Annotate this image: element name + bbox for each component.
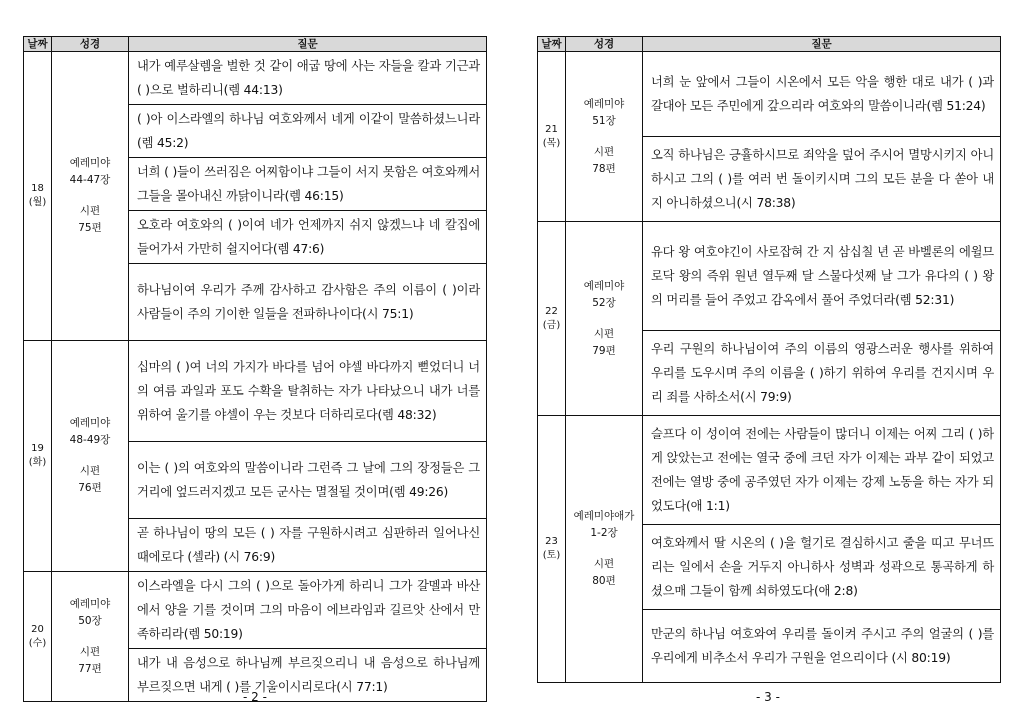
book-cell	[566, 222, 643, 416]
question-cell: 여호와께서 딸 시온의 ( )을 헐기로 결심하시고 줄을 띠고 무너뜨리는 일에서 손을 거두지 아니하사 성벽과 성곽으로 통곡하게 하셨으매 그들이 함께 쇠하였도다(애 2:8)	[643, 525, 1001, 610]
book-cell	[52, 572, 129, 702]
weekday: (수)	[28, 637, 47, 649]
psalm-chapter: 75편	[78, 222, 102, 234]
question-cell: 만군의 하나님 여호와여 우리를 돌이켜 주시고 주의 얼굴의 ( )를 우리에게 비추소서 우리가 구원을 얻으리이다 (시 80:19)	[643, 610, 1001, 683]
question-cell: 내가 내 음성으로 하나님께 부르짖으리니 내 음성으로 하나님께 부르짖으면 내게 ( )를 기울이시리로다(시 77:1)	[129, 649, 487, 702]
date-cell	[538, 416, 566, 683]
book-chapters: 52장	[592, 296, 616, 309]
question-cell: 우리 구원의 하나님이여 주의 이름의 영광스러운 행사를 위하여 우리를 도우시며 주의 이름을 ( )하기 위하여 우리를 건지시며 우리 죄를 사하소서(시 79:9)	[643, 331, 1001, 416]
psalm-name: 시편	[593, 327, 615, 340]
book-name: 예레미야애가	[573, 510, 635, 522]
question-cell: 내가 예루살렘을 벌한 것 같이 애굽 땅에 사는 자들을 칼과 기근과 ( )으로 벌하리니(렘 44:13)	[129, 52, 487, 105]
date-cell	[24, 52, 52, 341]
book-chapters: 44-47장	[69, 174, 111, 186]
left-page	[23, 36, 487, 702]
weekday: (금)	[542, 319, 561, 331]
day-row	[538, 416, 1001, 525]
question-cell: 너희 ( )들이 쓰러짐은 어찌함이냐 그들이 서지 못함은 여호와께서 그들을 몰아내신 까닭이니라(렘 46:15)	[129, 158, 487, 211]
book-cell	[52, 341, 129, 572]
question-cell: 슬프다 이 성이여 전에는 사람들이 많더니 이제는 어찌 그리 ( )하게 앉았는고 전에는 열국 중에 크던 자가 이제는 과부 같이 되었고 전에는 열방 중에 공주였던 자가 이제는 강제 노동을 하는 자가 되었도다(애 1:1)	[643, 416, 1001, 525]
book-name: 예레미야	[583, 279, 625, 292]
reading-table-right	[537, 36, 1001, 683]
book-name: 예레미야	[69, 417, 111, 429]
question-cell: 이는 ( )의 여호와의 말씀이니라 그런즉 그 날에 그의 장정들은 그 거리에 엎드러지겠고 모든 군사는 멸절될 것이며(렘 49:26)	[129, 442, 487, 519]
book-chapters: 48-49장	[69, 434, 111, 446]
book-chapters: 1-2장	[590, 527, 618, 539]
psalm-name: 시편	[79, 465, 101, 477]
weekday: (월)	[28, 197, 47, 208]
weekday: (토)	[542, 550, 561, 561]
psalm-chapter: 80편	[592, 575, 616, 587]
book-name: 예레미야	[69, 597, 111, 610]
weekday: (화)	[28, 457, 47, 468]
book-cell	[566, 416, 643, 683]
question-cell: 십마의 ( )여 너의 가지가 바다를 넘어 야셀 바다까지 뻗었더니 너의 여름 과일과 포도 수확을 탈취하는 자가 나타났으니 내가 너를 위하여 울기를 야셀이 우는 것보다 더하리로다(렘 48:32)	[129, 341, 487, 442]
right-page	[537, 36, 1001, 683]
psalm-name: 시편	[593, 145, 615, 158]
question-cell: 이스라엘을 다시 그의 ( )으로 돌아가게 하리니 그가 갈멜과 바산에서 양을 기를 것이며 그의 마음이 에브라임과 길르앗 산에서 만족하리라(렘 50:19)	[129, 572, 487, 649]
header-row	[538, 37, 1001, 52]
weekday: (목)	[542, 137, 561, 149]
book-cell	[566, 52, 643, 222]
question-cell: 오호라 여호와의 ( )이여 네가 언제까지 쉬지 않겠느냐 네 칼집에 들어가서 가만히 쉴지어다(렘 47:6)	[129, 211, 487, 264]
question-cell: 곧 하나님이 땅의 모든 ( ) 자를 구원하시려고 심판하러 일어나신 때에로다 (셀라) (시 76:9)	[129, 519, 487, 572]
book-cell	[52, 52, 129, 341]
book-chapters: 50장	[78, 614, 102, 627]
psalm-chapter: 78편	[592, 162, 616, 175]
header-date: 날짜	[538, 37, 566, 52]
book-name: 예레미야	[69, 157, 111, 169]
date-number: 22	[545, 305, 558, 317]
day-row	[538, 222, 1001, 331]
header-bible: 성경	[52, 37, 129, 52]
header-row	[24, 37, 487, 52]
date-number: 19	[31, 443, 44, 454]
question-cell: 하나님이여 우리가 주께 감사하고 감사함은 주의 이름이 ( )이라 사람들이 주의 기이한 일들을 전파하나이다(시 75:1)	[129, 264, 487, 341]
date-cell	[24, 341, 52, 572]
book-name: 예레미야	[583, 97, 625, 110]
psalm-chapter: 77편	[78, 662, 102, 675]
reading-table-left	[23, 36, 487, 702]
question-cell: ( )아 이스라엘의 하나님 여호와께서 네게 이같이 말씀하셨느니라(렘 45:2)	[129, 105, 487, 158]
header-question: 질문	[129, 37, 487, 52]
psalm-name: 시편	[79, 205, 101, 217]
question-cell: 유다 왕 여호야긴이 사로잡혀 간 지 삼십칠 년 곧 바벨론의 에윌므로닥 왕의 즉위 원년 열두째 달 스물다섯째 날 그가 유다의 ( ) 왕의 머리를 들어 주었고 감옥에서 풀어 주었더라(렘 52:31)	[643, 222, 1001, 331]
day-row	[538, 52, 1001, 137]
question-cell: 오직 하나님은 긍휼하시므로 죄악을 덮어 주시어 멸망시키지 아니하시고 그의 ( )를 여러 번 돌이키시며 그의 모든 분을 다 쏟아 내지 아니하셨으니(시 78:38)	[643, 137, 1001, 222]
psalm-chapter: 79편	[592, 344, 616, 357]
psalm-name: 시편	[593, 558, 615, 570]
date-number: 21	[545, 123, 558, 135]
psalm-name: 시편	[79, 645, 101, 658]
question-cell: 너희 눈 앞에서 그들이 시온에서 모든 악을 행한 대로 내가 ( )과 갈대아 모든 주민에게 갚으리라 여호와의 말씀이니라(렘 51:24)	[643, 52, 1001, 137]
page-number-left: - 2 -	[243, 690, 267, 704]
header-question: 질문	[643, 37, 1001, 52]
date-number: 18	[31, 183, 44, 194]
page-number-right: - 3 -	[756, 690, 780, 704]
book-chapters: 51장	[592, 114, 616, 127]
date-cell	[538, 222, 566, 416]
date-number: 20	[31, 623, 44, 635]
header-bible: 성경	[566, 37, 643, 52]
day-row	[24, 572, 487, 649]
day-row	[24, 341, 487, 442]
date-cell	[538, 52, 566, 222]
date-cell	[24, 572, 52, 702]
psalm-chapter: 76편	[78, 482, 102, 494]
day-row	[24, 52, 487, 105]
date-number: 23	[545, 536, 558, 547]
header-date: 날짜	[24, 37, 52, 52]
